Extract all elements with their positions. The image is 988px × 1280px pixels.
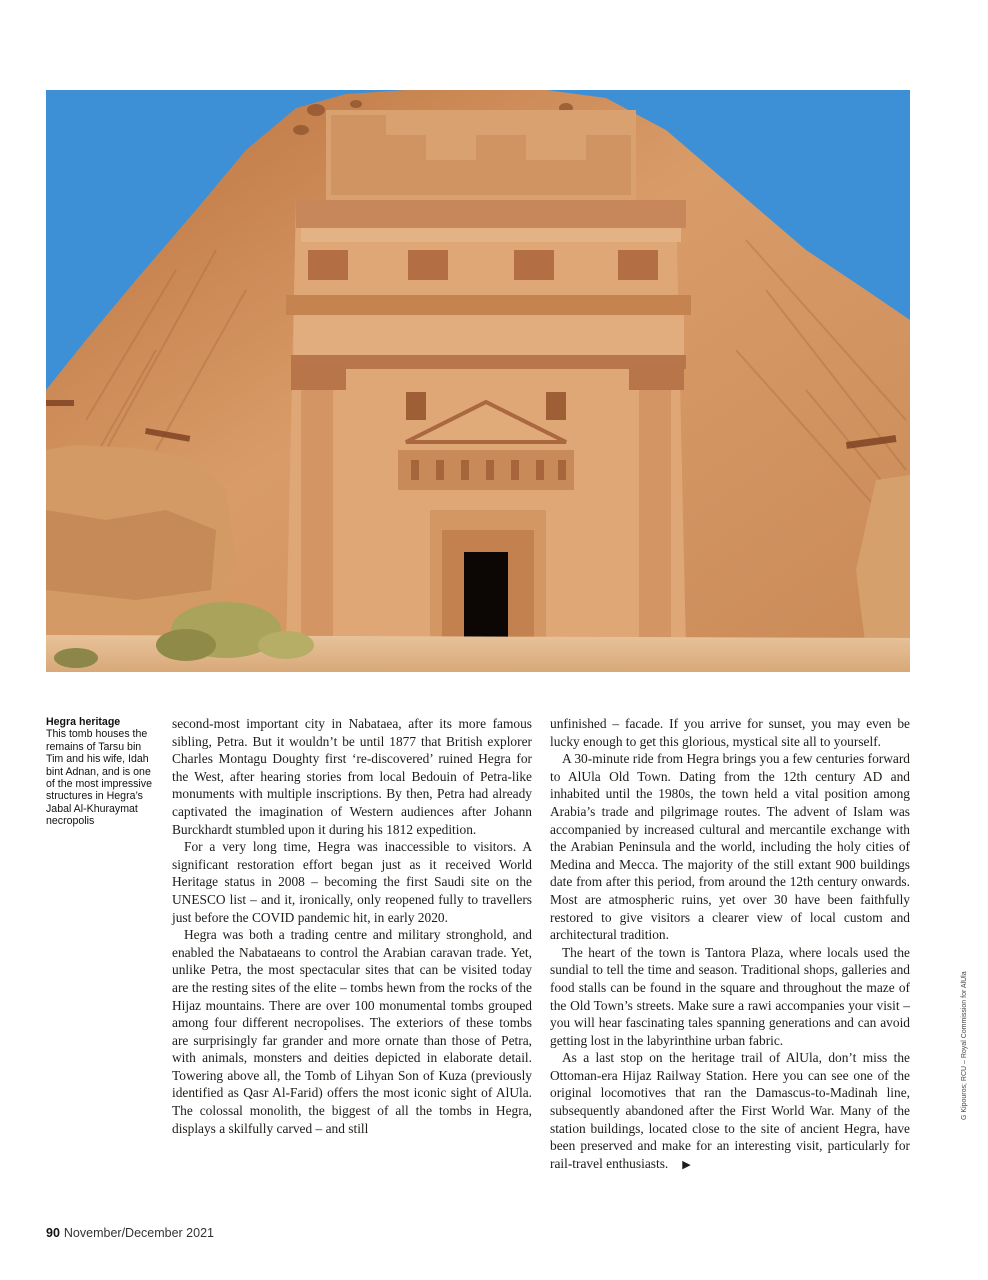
paragraph: The heart of the town is Tantora Plaza, where locals used the sundial to tell the time and season. Traditional shops, galleries and food stalls can be found in the square and throughout the maze of the Old Town’s streets. Make sure a rawi accompanies your visit – you will hear fascinating tales spanning generations and can avoid getting lost in the labyrinthine urban fabric. xyxy=(550,944,910,1048)
paragraph: For a very long time, Hegra was inaccessible to visitors. A significant restoration effort began just as it received World Heritage status in 2008 – becoming the first Saudi site on the UNESCO list – and it, ironically, only reopened fully to travellers just before the COVID pandemic hit, in early 2020. xyxy=(172,839,532,925)
tomb-photo-illustration xyxy=(46,90,910,672)
paragraph: A 30-minute ride from Hegra brings you a few centuries forward to AlUla Old Town. Dating from the 12th century AD and inhabited until the 1980s, the town held a vital position among Arabia’s trade and pilgrimage routes. The advent of Islam was accompanied by increased cultural and mercantile exchange with the Arabian Peninsula and the world, including the holy cities of Medina and Mecca. The majority of the still extant 900 buildings date from after this period, from around the 12th century onwards. Most are atmospheric ruins, yet over 30 have been faithfully restored to give visitors a clearer view of local custom and architectural tradition. xyxy=(550,751,910,943)
photo-caption xyxy=(46,716,158,828)
article-column-2 xyxy=(550,715,910,1173)
paragraph: unfinished – facade. If you arrive for sunset, you may even be lucky enough to get this glorious, mystical site all to yourself. xyxy=(550,716,910,749)
paragraph-text: As a last stop on the heritage trail of AlUla, don’t miss the Ottoman-era Hijaz Railway Station. Here you can see one of the original locomotives that ran the Damascus-to-Madinah line, subsequently abandoned after the First World War. Many of the station buildings, located close to the site of ancient Hegra, have been preserved and make for an interesting visit, particularly for rail-travel enthusiasts. xyxy=(550,1050,910,1171)
page-footer xyxy=(46,1226,214,1240)
article-column-1 xyxy=(172,715,532,1137)
photo-credit: G Kipouros; RCU – Royal Commission for AlUla xyxy=(961,971,968,1120)
end-of-article-icon: ▶ xyxy=(682,1157,691,1171)
paragraph: second-most important city in Nabataea, after its more famous sibling, Petra. But it wouldn’t be until 1877 that British explorer Charles Montagu Doughty first ‘re-discovered’ ruined Hegra for the West, after hearing stories from local Bedouin of Petra-like monuments with multiple inscriptions. By then, Petra had already captivated the imagination of Western audiences after Johann Burckhardt stumbled upon it during his 1812 expedition. xyxy=(172,716,532,837)
tomb-facade xyxy=(286,110,691,656)
paragraph: Hegra was both a trading centre and military stronghold, and enabled the Nabataeans to control the Arabian caravan trade. Yet, unlike Petra, the most spectacular sites that can be visited today are the resting sites of the elite – tombs hewn from the rocks of the Hijaz mountains. There are over 100 monumental tombs grouped among four different necropolises. The exteriors of these tombs are surprisingly far grander and more ornate than those of Petra, with animals, monsters and deities depicted in elaborate detail. Towering above all, the Tomb of Lihyan Son of Kuza (previously identified as Qasr Al-Farid) offers the most iconic sight of AlUla. The colossal monolith, the biggest of all the tombs in Hegra, displays a skilfully carved – and still xyxy=(172,927,532,1136)
page-number: 90 xyxy=(46,1226,60,1240)
issue-date: November/December 2021 xyxy=(63,1226,214,1240)
caption-text: This tomb houses the remains of Tarsu bin Tim and his wife, Idah bint Adnan, and is one of the most impressive structures in Hegra’s Jabal Al-Khuraymat necropolis xyxy=(46,728,152,828)
caption-title: Hegra heritage xyxy=(46,716,121,728)
paragraph-last xyxy=(550,1049,910,1173)
hero-photo xyxy=(46,90,910,672)
